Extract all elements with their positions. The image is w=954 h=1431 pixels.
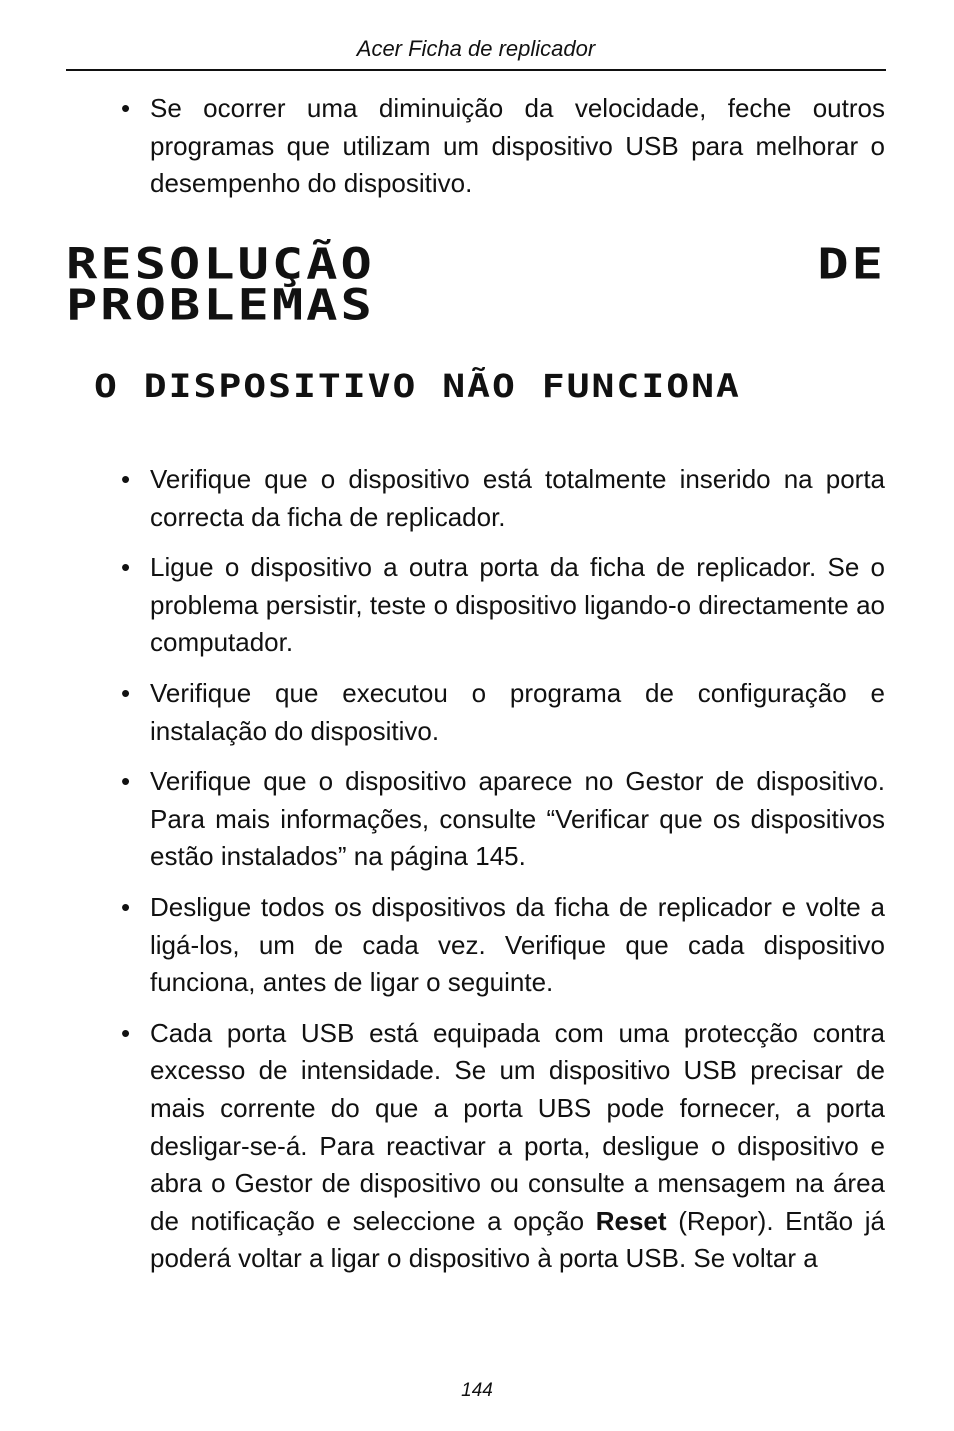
header-rule [66,69,886,71]
bullet-marker: • [121,766,131,797]
bullet-marker: • [121,1017,131,1048]
bullet-item [121,90,885,203]
subsection-heading: O DISPOSITIVO NÃO FUNCIONA [94,367,741,405]
bullet-marker: • [121,93,131,123]
section-heading [66,239,886,331]
section-heading-word: PROBLEMAS [66,280,375,331]
intro-bullet-list [0,90,954,216]
bullet-text: Verifique que o dispositivo está totalmente inserido na porta correcta da ficha de replicador. [150,464,885,532]
bullet-item [121,461,885,536]
troubleshooting-bullet-list [0,461,954,1291]
bullet-text-part: (Repor). Então já poderá voltar a ligar o dispositivo à porta USB. Se voltar a [150,1205,886,1274]
bullet-text-part: Cada porta USB está equipada com uma protecção contra excesso de intensidade. Se um dispositivo USB precisar de mais corrente do que a porta UBS pode fornecer, a porta desligar-se-á. Para reactivar a porta, desligue o dispositivo e abra o Gestor de dispositivo ou consulte a mensagem na área de notificação e seleccione a opção [150,1017,885,1236]
bullet-text: Se ocorrer uma diminuição da velocidade, feche outros programas que utilizam um dispositivo USB para melhorar o desempenho do dispositivo. [150,93,885,199]
bullet-marker: • [121,464,131,494]
section-heading-word: RESOLUÇÃO [66,239,375,290]
bullet-item [121,763,885,876]
bullet-text: Desligue todos os dispositivos da ficha de replicador e volte a ligá-los, um de cada vez. Verifique que cada dispositivo funciona, antes de ligar o seguinte. [150,891,885,998]
bullet-item [121,549,885,662]
bullet-text: Ligue o dispositivo a outra porta da ficha de replicador. Se o problema persistir, teste o dispositivo ligando-o directamente ao computador. [150,552,885,658]
bullet-text: Verifique que executou o programa de configuração e instalação do dispositivo. [150,677,885,746]
bullet-marker: • [121,552,131,583]
page-number: 144 [461,1380,493,1401]
running-header: Acer Ficha de replicador [356,36,596,61]
bullet-bold-term: Reset [595,1205,667,1236]
bullet-marker: • [121,891,131,922]
bullet-text: Verifique que o dispositivo aparece no Gestor de dispositivo. Para mais informações, consulte “Verificar que os dispositivos estão instalados” na página 145. [150,766,885,872]
bullet-item [121,889,885,1002]
bullet-item [121,675,885,750]
bullet-marker: • [121,677,131,708]
bullet-item [121,1015,886,1278]
section-heading-word: DE [817,239,886,290]
